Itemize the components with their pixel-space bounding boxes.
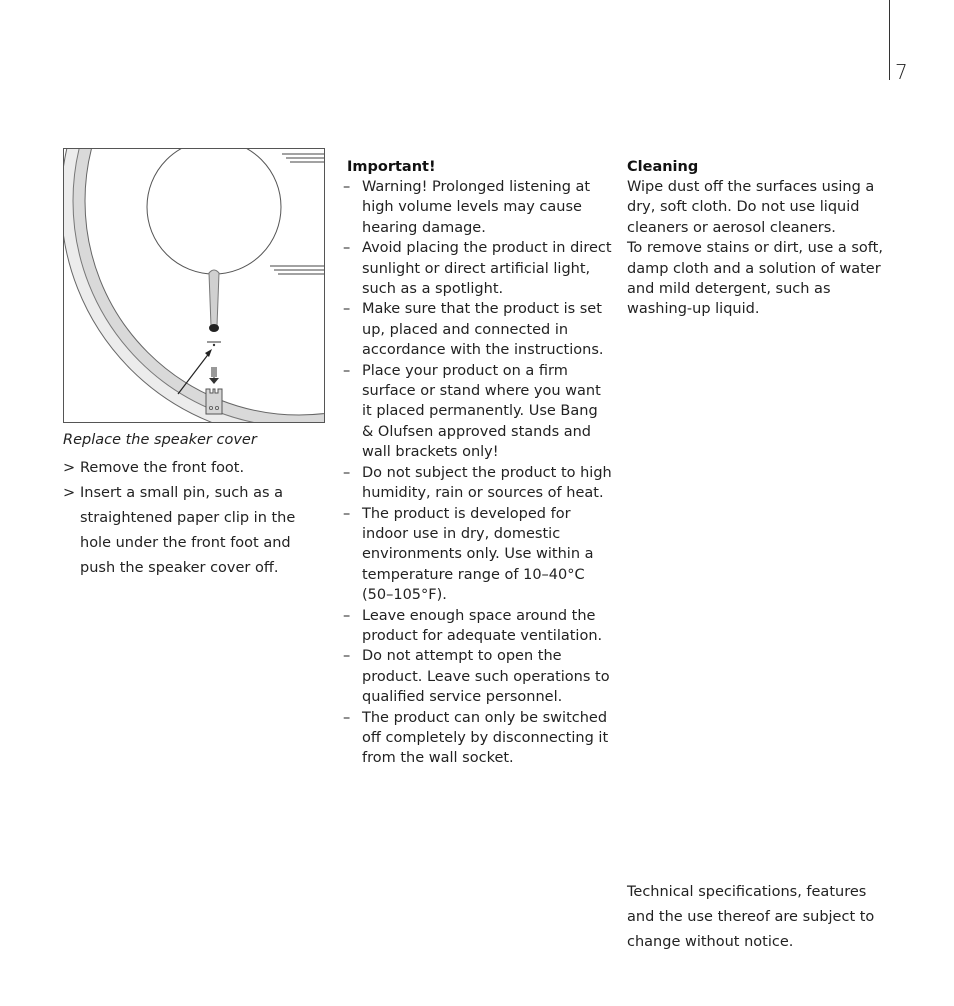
figure-caption: Replace the speaker cover	[63, 432, 257, 448]
step-text: Remove the front foot.	[80, 460, 245, 476]
important-heading: Important!	[347, 159, 436, 175]
step-marker: >	[63, 460, 76, 476]
important-item-text: Make sure that the product is set up, placed and connected in accordance with the instructions.	[362, 301, 604, 359]
speaker-driver	[147, 149, 281, 274]
important-item-text: Do not subject the product to high humidity, rain or sources of heat.	[362, 464, 612, 502]
important-item-text: Leave enough space around the product for adequate ventilation.	[362, 607, 603, 644]
step-text: Insert a small pin, such as a straightened paper clip in the hole under the front foot and push the speaker cover off.	[80, 485, 296, 576]
footer-note: Technical specifications, features and the use thereof are subject to change without notice.	[627, 884, 875, 950]
instruction-steps	[63, 456, 313, 581]
cleaning-paragraph: To remove stains or dirt, use a soft, damp cloth and a solution of water and mild detergent, such as washing-up liquid.	[627, 240, 883, 318]
front-foot-shape	[209, 270, 219, 326]
important-item-text: Avoid placing the product in direct sunlight or direct artificial light, such as a spotlight.	[362, 240, 612, 298]
speaker-cover-illustration	[63, 148, 325, 423]
important-item-text: Warning! Prolonged listening at high volume levels may cause hearing damage.	[362, 179, 591, 236]
important-item-text: The product can only be switched off completely by disconnecting it from the wall socket.	[362, 709, 609, 767]
page-number: 7	[895, 60, 908, 84]
step-marker: >	[63, 485, 76, 501]
important-item-text: The product is developed for indoor use in dry, domestic environments only. Use within a temperature range of 10–40°C (50–105°F).	[362, 505, 594, 604]
cleaning-heading: Cleaning	[627, 159, 699, 175]
page-margin-rule	[889, 0, 890, 80]
important-item: – Warning! Prolonged listening at high volume levels may cause hearing damage.	[343, 179, 591, 236]
foot-part-icon	[206, 389, 222, 414]
important-item-text: Do not attempt to open the product. Leave such operations to qualified service personnel.	[362, 648, 610, 706]
cleaning-paragraph: Wipe dust off the surfaces using a dry, soft cloth. Do not use liquid cleaners or aerosol cleaners.	[627, 179, 875, 236]
important-item: – Do not subject the product to high humidity, rain or sources of heat.	[343, 464, 612, 502]
cleaning-section	[627, 157, 897, 320]
important-item: – Make sure that the product is set up, placed and connected in accordance with the instructions.	[343, 301, 604, 359]
instruction-step	[63, 481, 313, 581]
important-item: – The product is developed for indoor use in dry, domestic environments only. Use within a temperature range of 10–40°C (50–105°F).	[343, 505, 594, 604]
instruction-step	[63, 456, 313, 481]
important-item: – Avoid placing the product in direct sunlight or direct artificial light, such as a spotlight.	[343, 240, 612, 298]
important-item: – The product can only be switched off completely by disconnecting it from the wall socket.	[343, 709, 609, 767]
important-item-text: Place your product on a firm surface or stand where you want it placed permanently. Use Bang & Olufsen approved stands and wall brackets only!	[362, 362, 601, 461]
important-item: – Place your product on a firm surface or stand where you want it placed permanently. Use Bang & Olufsen approved stands and wall brackets only!	[343, 362, 601, 461]
important-section	[341, 157, 613, 769]
important-item: – Do not attempt to open the product. Leave such operations to qualified service personnel.	[343, 648, 610, 706]
important-item: – Leave enough space around the product for adequate ventilation.	[343, 607, 603, 644]
important-list	[341, 177, 613, 769]
